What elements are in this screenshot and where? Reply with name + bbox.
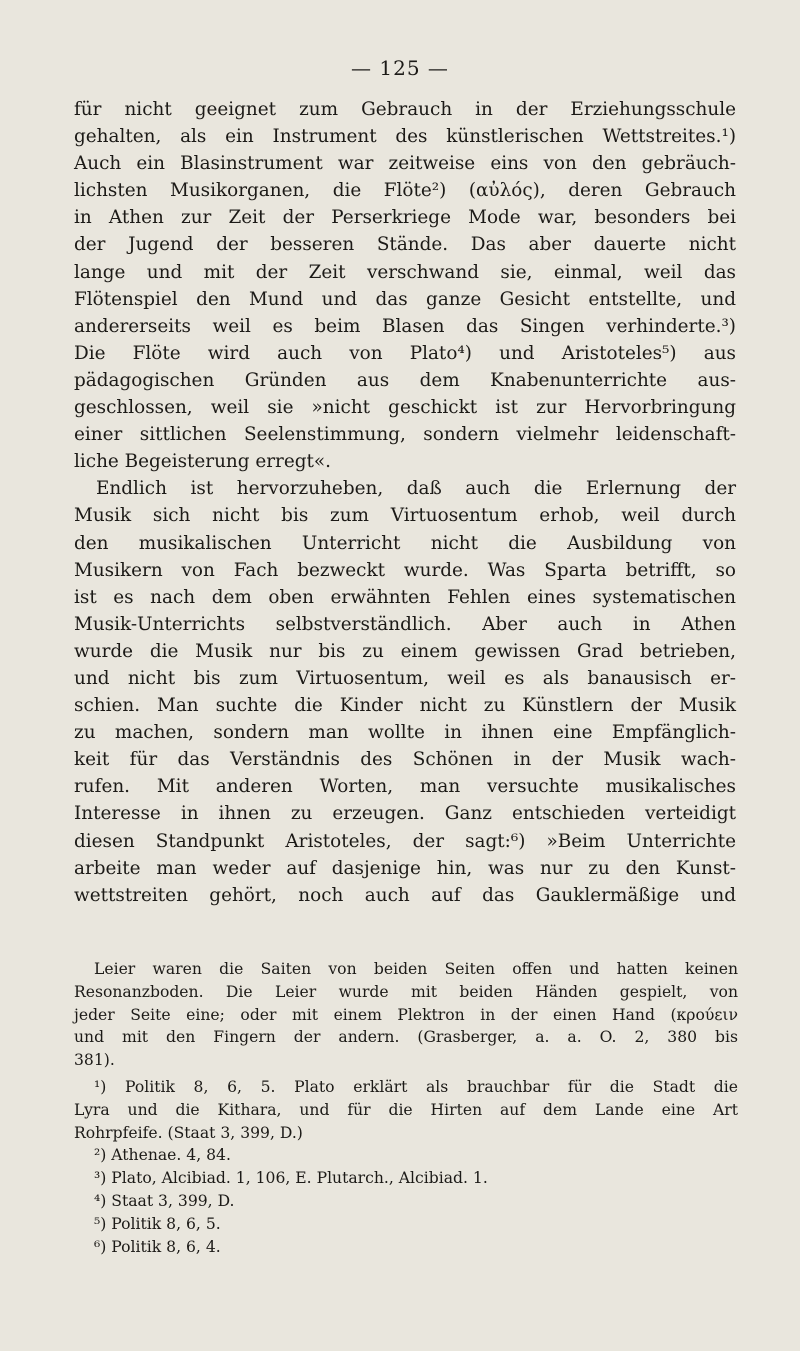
- text-line: Musik-Unterrichts selbstverständlich. Aber auch in Athen: [74, 613, 736, 635]
- text-line: wurde die Musik nur bis zu einem gewissen Grad betrieben,: [74, 640, 736, 662]
- text-line: der Jugend der besseren Stände. Das aber dauerte nicht: [74, 234, 736, 256]
- text-line: ist es nach dem oben erwähnten Fehlen eines systematischen: [74, 586, 736, 608]
- text-line: einer sittlichen Seelenstimmung, sondern vielmehr leidenschaft-: [74, 424, 736, 446]
- text-line: lange und mit der Zeit verschwand sie, einmal, weil das: [74, 261, 736, 283]
- text-line: Auch ein Blasinstrument war zeitweise eins von den gebräuch-: [74, 153, 736, 175]
- text-line: diesen Standpunkt Aristoteles, der sagt:⁶) »Beim Unterrichte: [74, 830, 736, 852]
- text-line: schien. Man suchte die Kinder nicht zu Künstlern der Musik: [74, 695, 736, 717]
- footnote-line: und mit den Fingern der andern. (Grasberger, a. a. O. 2, 380 bis: [74, 1028, 738, 1047]
- text-line: liche Begeisterung erregt«.: [74, 451, 331, 473]
- footnote-3: ³) Plato, Alcibiad. 1, 106, E. Plutarch., Alcibiad. 1.: [94, 1169, 488, 1188]
- text-line: und nicht bis zum Virtuosentum, weil es als banausisch er-: [74, 667, 736, 689]
- footnote-line: jeder Seite eine; oder mit einem Plektron in der einen Hand (κρούειν: [74, 1005, 738, 1024]
- page-number: — 125 —: [351, 56, 449, 80]
- text-line: keit für das Verständnis des Schönen in der Musik wach-: [74, 749, 736, 771]
- footnote-line: Rohrpfeife. (Staat 3, 399, D.): [74, 1123, 303, 1142]
- text-line: Flötenspiel den Mund und das ganze Gesicht entstellte, und: [74, 288, 736, 310]
- text-line: Interesse in ihnen zu erzeugen. Ganz entschieden verteidigt: [74, 803, 736, 825]
- footnote-1: ¹) Politik 8, 6, 5. Plato erklärt als brauchbar für die Stadt die: [94, 1077, 738, 1096]
- footnote-4: ⁴) Staat 3, 399, D.: [94, 1191, 235, 1210]
- text-line: Musikern von Fach bezweckt wurde. Was Sparta betrifft, so: [74, 559, 736, 581]
- footnote-line: 381).: [74, 1051, 115, 1070]
- footnote-2: ²) Athenae. 4, 84.: [94, 1146, 231, 1165]
- footnote-line: Resonanzboden. Die Leier wurde mit beiden Händen gespielt, von: [74, 982, 738, 1001]
- text-line: gehalten, als ein Instrument des künstlerischen Wettstreites.¹): [74, 126, 736, 148]
- text-line: in Athen zur Zeit der Perserkriege Mode war, besonders bei: [74, 207, 736, 229]
- text-line: arbeite man weder auf dasjenige hin, was nur zu den Kunst-: [74, 857, 736, 879]
- text-line: Musik sich nicht bis zum Virtuosentum erhob, weil durch: [74, 505, 736, 527]
- text-line: geschlossen, weil sie »nicht geschickt ist zur Hervorbringung: [74, 397, 736, 419]
- text-line: Endlich ist hervorzuheben, daß auch die Erlernung der: [96, 478, 736, 500]
- footnote-6: ⁶) Politik 8, 6, 4.: [94, 1237, 221, 1256]
- footnote-5: ⁵) Politik 8, 6, 5.: [94, 1214, 221, 1233]
- footnote-line: Leier waren die Saiten von beiden Seiten offen und hatten keinen: [94, 960, 738, 978]
- footnotes: [74, 958, 738, 1258]
- text-line: rufen. Mit anderen Worten, man versuchte musikalisches: [74, 776, 736, 798]
- text-line: wettstreiten gehört, noch auch auf das Gauklermäßige und: [74, 884, 736, 906]
- text-line: Die Flöte wird auch von Plato⁴) und Aristoteles⁵) aus: [74, 342, 736, 364]
- footnote-line: Lyra und die Kithara, und für die Hirten auf dem Lande eine Art: [74, 1100, 738, 1119]
- text-line: pädagogischen Gründen aus dem Knabenunterrichte aus-: [74, 369, 736, 391]
- main-text: [74, 96, 736, 909]
- text-line: den musikalischen Unterricht nicht die Ausbildung von: [74, 532, 736, 554]
- text-line: andererseits weil es beim Blasen das Singen verhinderte.³): [74, 315, 736, 337]
- text-line: für nicht geeignet zum Gebrauch in der Erziehungsschule: [74, 99, 736, 120]
- text-line: zu machen, sondern man wollte in ihnen eine Empfänglich-: [74, 722, 736, 744]
- text-line: lichsten Musikorganen, die Flöte²) (αὐλός), deren Gebrauch: [74, 180, 736, 202]
